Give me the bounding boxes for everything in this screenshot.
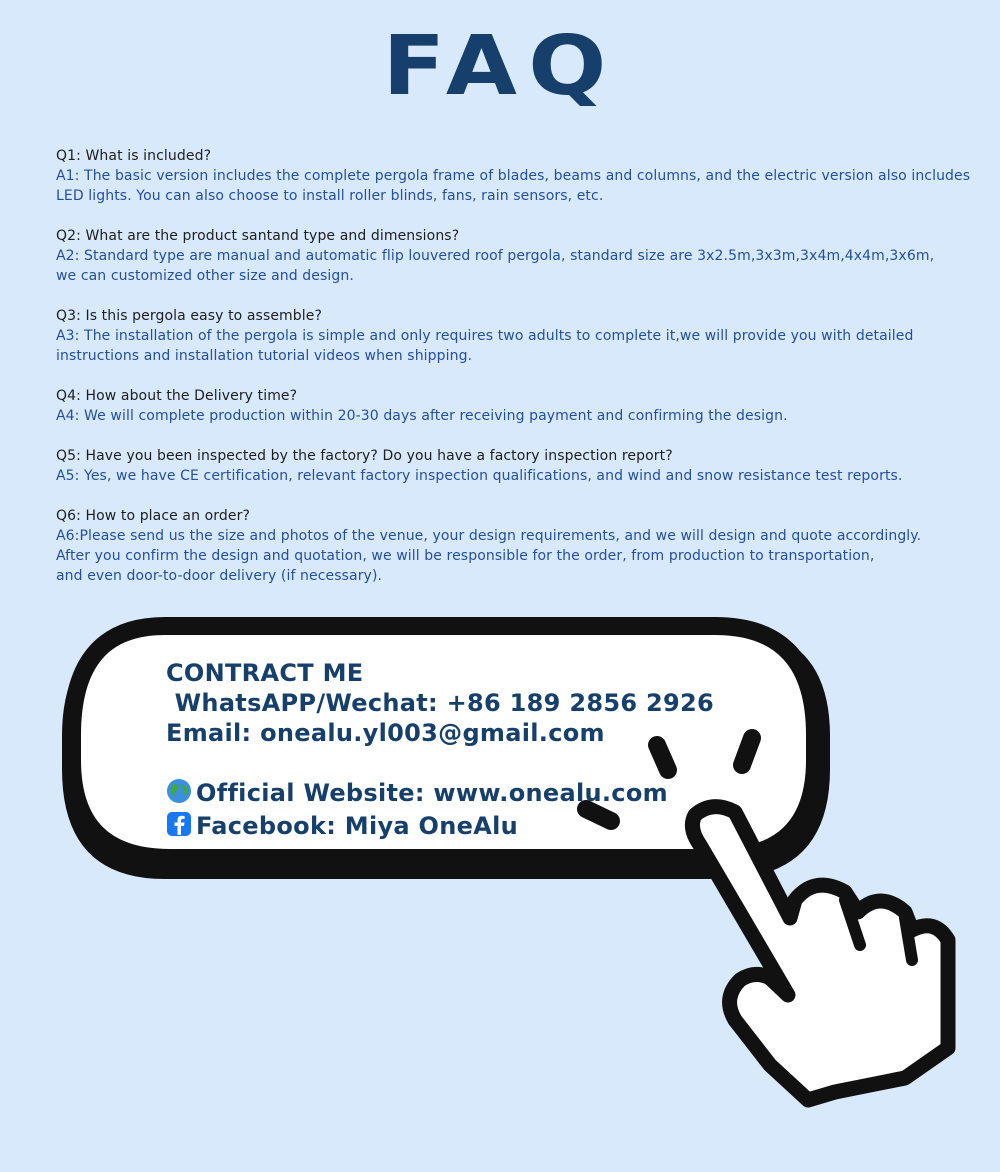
facebook-row[interactable] <box>166 811 714 844</box>
faq-answer-line: A6:Please send us the size and photos of the venue, your design requirements, and we will design and quote accordingly. <box>56 528 922 544</box>
globe-icon <box>166 778 192 811</box>
contact-block <box>166 658 714 844</box>
faq-answer-line: we can customized other size and design. <box>56 268 354 284</box>
website-text: Official Website: www.onealu.com <box>196 779 668 807</box>
facebook-text: Facebook: Miya OneAlu <box>196 812 519 840</box>
faq-item-4 <box>56 386 986 426</box>
faq-answer-line: A4: We will complete production within 20-30 days after receiving payment and confirming the design. <box>56 408 788 424</box>
faq-item-2 <box>56 226 986 286</box>
faq-answer <box>56 166 986 206</box>
faq-answer <box>56 406 986 426</box>
faq-question: Q4: How about the Delivery time? <box>56 388 298 404</box>
contact-heading: CONTRACT ME <box>166 659 364 687</box>
faq-answer-line: LED lights. You can also choose to install roller blinds, fans, rain sensors, etc. <box>56 188 604 204</box>
faq-answer-line: A5: Yes, we have CE certification, relevant factory inspection qualifications, and wind and snow resistance test reports. <box>56 468 903 484</box>
faq-answer-line: instructions and installation tutorial videos when shipping. <box>56 348 473 364</box>
faq-question: Q5: Have you been inspected by the factory? Do you have a factory inspection report? <box>56 448 673 464</box>
faq-list <box>56 146 986 606</box>
faq-answer-line: After you confirm the design and quotation, we will be responsible for the order, from production to transportation, <box>56 548 875 564</box>
faq-answer-line: A2: Standard type are manual and automatic flip louvered roof pergola, standard size are 3x2.5m,3x3m,3x4m,4x4m,3x6m, <box>56 248 935 264</box>
whatsapp-line[interactable]: WhatsAPP/Wechat: +86 189 2856 2926 <box>166 689 714 717</box>
page-title: FAQ <box>382 19 618 114</box>
faq-question: Q6: How to place an order? <box>56 508 250 524</box>
faq-question: Q1: What is included? <box>56 148 212 164</box>
facebook-icon <box>166 811 192 844</box>
website-row[interactable] <box>166 778 714 811</box>
faq-item-1 <box>56 146 986 206</box>
faq-answer <box>56 326 986 366</box>
faq-question: Q2: What are the product santand type and dimensions? <box>56 228 460 244</box>
faq-answer <box>56 526 986 586</box>
faq-item-5 <box>56 446 986 486</box>
faq-question: Q3: Is this pergola easy to assemble? <box>56 308 323 324</box>
faq-answer <box>56 466 986 486</box>
faq-answer <box>56 246 986 286</box>
faq-item-3 <box>56 306 986 366</box>
faq-item-6 <box>56 506 986 586</box>
faq-answer-line: A3: The installation of the pergola is simple and only requires two adults to complete it,we will provide you with detailed <box>56 328 914 344</box>
faq-answer-line: and even door-to-door delivery (if necessary). <box>56 568 383 584</box>
email-line[interactable]: Email: onealu.yl003@gmail.com <box>166 719 605 747</box>
faq-answer-line: A1: The basic version includes the complete pergola frame of blades, beams and columns, and the electric version also includes <box>56 168 971 184</box>
